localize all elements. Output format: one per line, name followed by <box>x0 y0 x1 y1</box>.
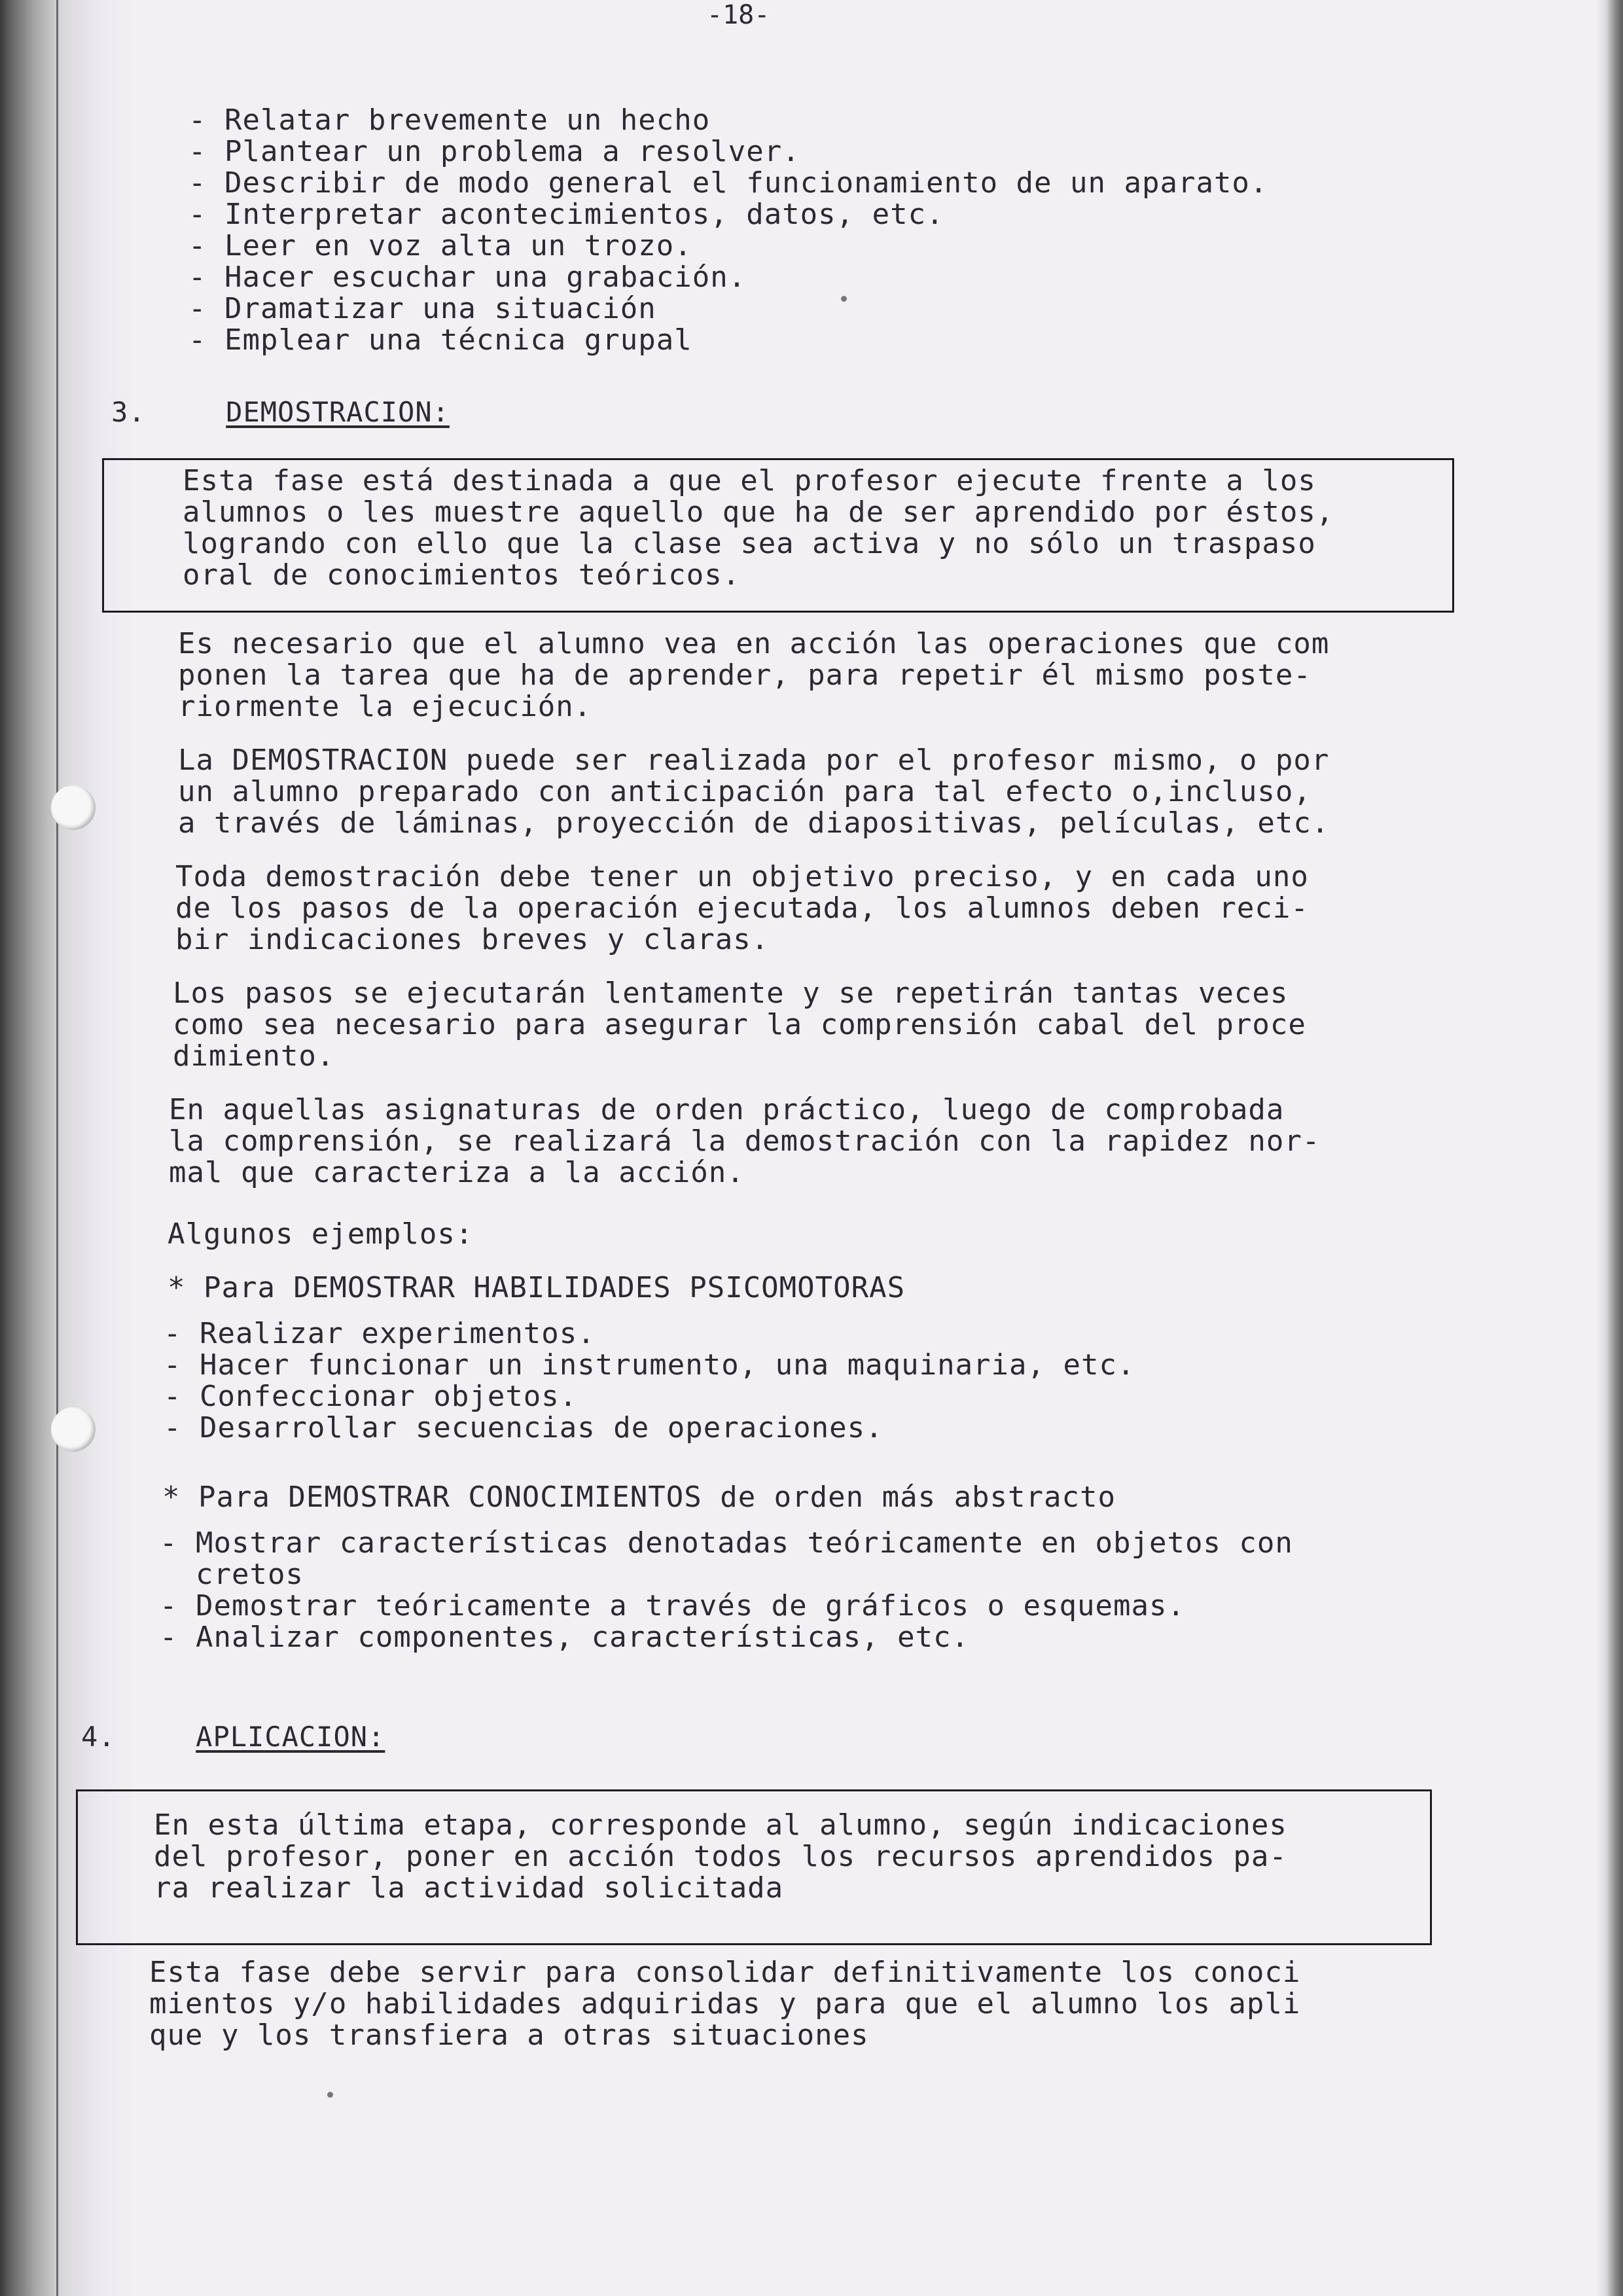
paragraph <box>173 978 1306 1072</box>
list-item: cretos <box>160 1558 304 1591</box>
example-list <box>160 1528 1293 1653</box>
list-item: - Mostrar características denotadas teóricamente en objetos con <box>160 1526 1293 1560</box>
section-heading-aplicacion <box>81 1721 385 1753</box>
paragraph-line: ponen la tarea que ha de aprender, para repetir él mismo poste- <box>178 658 1311 692</box>
scan-binding-shadow <box>0 0 137 2296</box>
list-item: - Confeccionar objetos. <box>164 1380 578 1413</box>
examples-intro <box>168 1219 473 1250</box>
paragraph-line: Toda demostración debe tener un objetivo preciso, y en cada uno <box>175 860 1309 893</box>
paragraph <box>149 1957 1300 2051</box>
paragraph-line: como sea necesario para asegurar la comprensión cabal del proce <box>173 1008 1306 1041</box>
list-item: - Leer en voz alta un trozo. <box>188 229 692 262</box>
punch-hole <box>51 785 96 830</box>
section-title: APLICACION: <box>196 1721 385 1753</box>
box-line: oral de conocimientos teóricos. <box>183 558 741 592</box>
list-item: - Hacer funcionar un instrumento, una maquinaria, etc. <box>164 1348 1135 1382</box>
box-line: Esta fase está destinada a que el profesor ejecute frente a los <box>183 464 1316 497</box>
example-group-title: * Para DEMOSTRAR HABILIDADES PSICOMOTORAS <box>168 1271 906 1304</box>
box-line: En esta última etapa, corresponde al alumno, según indicaciones <box>154 1808 1287 1842</box>
paragraph-line: dimiento. <box>173 1039 335 1073</box>
scan-binding-line <box>56 0 58 2296</box>
scan-speck <box>327 2092 333 2098</box>
paragraph-line: Es necesario que el alumno vea en acción las operaciones que com <box>178 627 1330 660</box>
example-group <box>168 1272 905 1304</box>
paragraph-line: Esta fase debe servir para consolidar definitivamente los conoci <box>149 1956 1301 1989</box>
paragraph <box>175 861 1309 956</box>
box-line: logrando con ello que la clase sea activa y no sólo un traspaso <box>183 527 1316 560</box>
paragraph <box>169 1094 1320 1189</box>
list-item: - Realizar experimentos. <box>164 1317 596 1350</box>
paragraph-line: que y los transfiera a otras situaciones <box>149 2018 869 2052</box>
section-number: 4. <box>81 1721 116 1753</box>
list-item: - Relatar brevemente un hecho <box>188 103 711 137</box>
paragraph-line: riormente la ejecución. <box>178 690 592 723</box>
example-group-title: * Para DEMOSTRAR CONOCIMIENTOS de orden más abstracto <box>162 1480 1116 1514</box>
list-item: - Plantear un problema a resolver. <box>188 135 800 168</box>
section-number: 3. <box>111 396 146 428</box>
list-item: - Emplear una técnica grupal <box>188 323 692 357</box>
paragraph <box>178 745 1329 839</box>
section-heading-demostracion <box>111 397 450 428</box>
example-list <box>164 1318 1135 1444</box>
list-item: - Interpretar acontecimientos, datos, etc. <box>188 198 944 231</box>
paragraph-line: bir indicaciones breves y claras. <box>175 923 770 956</box>
intro-list <box>188 105 1268 356</box>
list-item: - Analizar componentes, características, etc. <box>160 1621 970 1654</box>
box-line: ra realizar la actividad solicitada <box>154 1871 784 1905</box>
list-item: - Demostrar teóricamente a través de gráficos o esquemas. <box>160 1589 1185 1623</box>
list-item: - Hacer escuchar una grabación. <box>188 260 747 294</box>
paragraph <box>178 628 1329 723</box>
list-item: - Desarrollar secuencias de operaciones. <box>164 1411 883 1444</box>
definition-box <box>102 458 1454 613</box>
box-line: alumnos o les muestre aquello que ha de ser aprendido por éstos, <box>183 495 1334 529</box>
list-item: - Describir de modo general el funcionamiento de un aparato. <box>188 166 1268 200</box>
paragraph-line: mientos y/o habilidades adquiridas y para que el alumno los apli <box>149 1987 1301 2020</box>
definition-box <box>76 1789 1432 1945</box>
punch-hole <box>51 1407 96 1452</box>
box-line: del profesor, poner en acción todos los recursos aprendidos pa- <box>154 1840 1287 1873</box>
list-item: - Dramatizar una situación <box>188 292 656 325</box>
paragraph-line: un alumno preparado con anticipación para tal efecto o,incluso, <box>178 775 1311 808</box>
paragraph-line: Los pasos se ejecutarán lentamente y se repetirán tantas veces <box>173 977 1289 1010</box>
paragraph-line: En aquellas asignaturas de orden práctico, luego de comprobada <box>169 1093 1285 1126</box>
paragraph-line: la comprensión, se realizará la demostración con la rapidez nor- <box>169 1124 1321 1158</box>
examples-label: Algunos ejemplos: <box>168 1217 474 1251</box>
paragraph-line: mal que caracteriza a la acción. <box>169 1156 745 1189</box>
scan-right-edge <box>1597 0 1623 2296</box>
paragraph-line: La DEMOSTRACION puede ser realizada por el profesor mismo, o por <box>178 744 1330 777</box>
paragraph-line: a través de láminas, proyección de diapositivas, películas, etc. <box>178 806 1330 840</box>
page-number: -18- <box>707 0 770 30</box>
example-group <box>162 1482 1116 1513</box>
paragraph-line: de los pasos de la operación ejecutada, los alumnos deben reci- <box>175 891 1309 925</box>
section-title: DEMOSTRACION: <box>226 396 450 428</box>
